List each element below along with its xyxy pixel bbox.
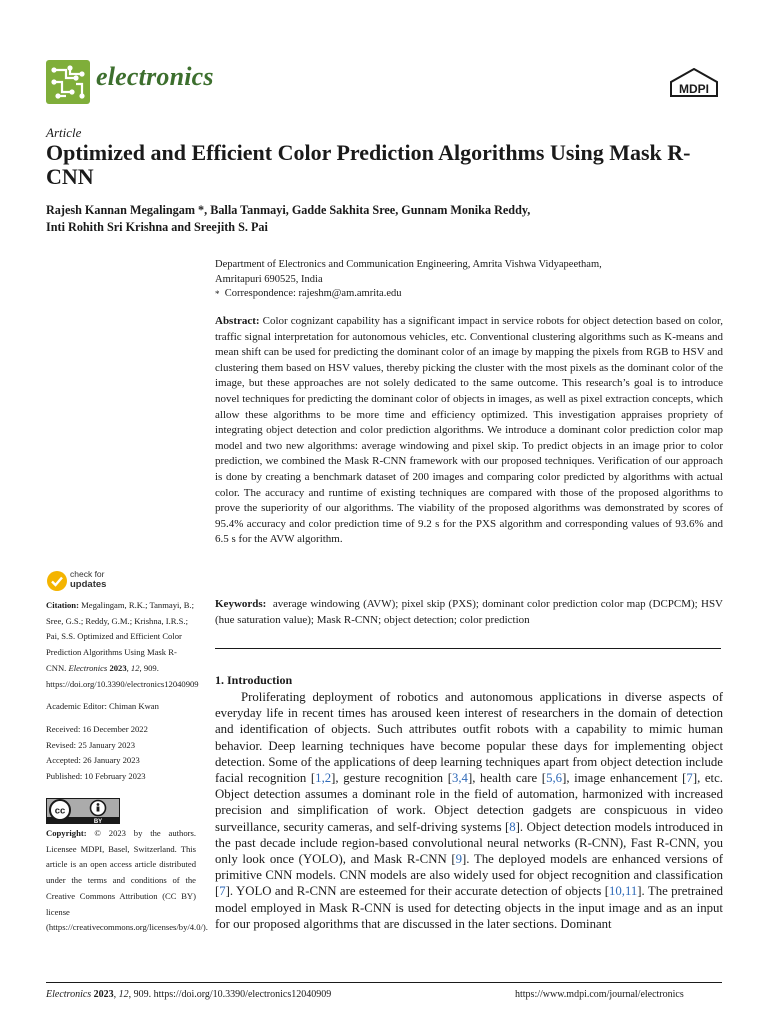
check-updates-line1: check for xyxy=(70,569,105,579)
affiliation xyxy=(215,258,685,302)
intro-text: ]. The pretrained model employed in Mask R-CNN is used for detecting objects in the input image and as an input for our proposed algorithms that are discussed in the later sections. Dominant xyxy=(215,884,723,931)
cc-label: BY xyxy=(93,819,103,824)
author-line-1: Rajesh Kannan Megalingam *, Balla Tanmayi, Gadde Sakhita Sree, Gunnam Monika Reddy, xyxy=(46,203,531,217)
section-heading: 1. Introduction xyxy=(215,673,293,687)
intro-text: ], health care [ xyxy=(467,771,547,786)
citation-volume: 12 xyxy=(130,662,140,673)
footer-divider xyxy=(46,982,722,983)
section-divider xyxy=(215,648,721,649)
academic-editor: Academic Editor: Chiman Kwan xyxy=(46,701,159,712)
intro-text: ], image enhancement [ xyxy=(562,771,687,786)
svg-text:cc: cc xyxy=(54,805,66,817)
keywords-label: Keywords: xyxy=(215,598,267,610)
footer-citation: Electronics 2023, 12, 909. https://doi.org/10.3390/electronics12040909 xyxy=(46,989,332,1000)
check-updates-label[interactable] xyxy=(70,570,106,589)
check-updates-icon[interactable] xyxy=(46,570,68,592)
reference-link[interactable]: 8 xyxy=(509,819,516,834)
journal-logo-icon xyxy=(46,60,90,104)
footer-year: 2023 xyxy=(93,989,114,1000)
intro-text: Proliferating deployment of robotics and autonomous applications in diverse aspects of everyday life in recent times has aroused keen interest of researchers in the domain of detection and identification of objects. Such attributes outfit robots with a capability to mimic human behavior. Deep learning techniques have become popular these days for implementing object detection. Some of the applications of deep learning techniques apart from object detection include facial recognition [ xyxy=(215,690,723,786)
abstract xyxy=(215,314,723,548)
citation-label: Citation: xyxy=(46,600,79,610)
abstract-label: Abstract: xyxy=(215,315,260,327)
citation-text: Megalingam, R.K.; Tanmayi, B.; Sree, G.S.; Reddy, G.M.; Krishna, I.R.S.; Pai, S.S. Optimized and Efficient Color Prediction Algorithms Using Mask R-CNN. xyxy=(46,600,194,673)
citation-doi[interactable]: , 909. https://doi.org/10.3390/electronics12040909 xyxy=(46,662,199,689)
footer-volume: 12 xyxy=(118,989,129,1000)
author-line-2: Inti Rohith Sri Krishna and Sreejith S. Pai xyxy=(46,220,268,234)
date-received: Received: 16 December 2022 xyxy=(46,723,148,734)
citation: Citation: Megalingam, R.K.; Tanmayi, B.; Sree, G.S.; Reddy, G.M.; Krishna, I.R.S.; Pai, S.S. Optimized and Efficient Color Prediction Algorithms Using Mask R-CNN. Electronics 2023, 12, 909. https://doi.org/10.3390/electronics12040909 xyxy=(46,600,199,689)
intro-text: ]. The deployed models are enhanced versions of primitive CNN models. CNN models are also widely used for object recognition and classification [ xyxy=(215,852,724,899)
reference-link[interactable]: 9 xyxy=(455,852,463,867)
intro-text: ], etc. Object detection assumes a dominant role in the field of automation, harmonized with increased precision and simplification of work. Object detection gadgets are conspicuous in video surveillance, security cameras, and self-driving systems [ xyxy=(215,771,723,834)
copyright xyxy=(46,826,208,936)
page-title: Optimized and Efficient Color Prediction Algorithms Using Mask R-CNN xyxy=(46,140,691,189)
correspondence-star: * xyxy=(215,289,220,299)
affiliation-line-2: Amritapuri 690525, India xyxy=(215,273,323,285)
correspondence-email[interactable]: Correspondence: rajeshm@am.amrita.edu xyxy=(224,288,402,299)
affiliation-line-1: Department of Electronics and Communication Engineering, Amrita Vishwa Vidyapeetham, xyxy=(215,259,602,270)
footer-journal-url[interactable]: https://www.mdpi.com/journal/electronics xyxy=(515,989,684,1000)
reference-link[interactable]: 5,6 xyxy=(546,771,563,786)
reference-link[interactable]: 7 xyxy=(219,884,226,899)
date-published: Published: 10 February 2023 xyxy=(46,771,146,782)
reference-link[interactable]: 10,11 xyxy=(608,884,638,899)
reference-link[interactable]: 1,2 xyxy=(315,771,332,786)
citation-journal: Electronics xyxy=(68,662,108,673)
reference-link[interactable]: 3,4 xyxy=(451,771,468,786)
introduction-paragraph xyxy=(215,689,723,932)
keywords-text: average windowing (AVW); pixel skip (PXS); dominant color prediction color map (DCPCM); HSV (hue saturation value); Mask R-CNN; object detection; color prediction xyxy=(215,598,724,626)
dates xyxy=(46,722,196,785)
author-list xyxy=(46,202,706,236)
cc-by-license-icon[interactable] xyxy=(46,798,120,824)
footer-doi[interactable]: , 909. https://doi.org/10.3390/electronics12040909 xyxy=(128,989,332,1000)
check-updates-line2: updates xyxy=(70,578,107,590)
intro-text: ]. Object detection models introduced in the past decade include region-based convolutional neural networks (R-CNN), Fast R-CNN, you only look once (YOLO), and Mask R-CNN [ xyxy=(215,819,723,867)
mdpi-logo-icon xyxy=(668,68,720,100)
intro-text: ]. YOLO and R-CNN are esteemed for their accurate detection of objects [ xyxy=(225,884,609,899)
reference-link[interactable]: 7 xyxy=(686,771,693,786)
keywords xyxy=(215,597,723,628)
date-revised: Revised: 25 January 2023 xyxy=(46,739,136,750)
citation-year: 2023 xyxy=(109,662,127,673)
journal-name: electronics xyxy=(96,62,214,91)
footer-journal: Electronics xyxy=(46,989,92,1000)
sidebar xyxy=(46,598,199,785)
mdpi-logo-text: MDPI xyxy=(679,82,709,96)
date-accepted: Accepted: 26 January 2023 xyxy=(46,755,140,766)
copyright-label: Copyright: xyxy=(46,828,87,838)
abstract-text: Color cognizant capability has a significant impact in service robots for object detection based on color, traffic signal interpretation for autonomous vehicles, etc. Conventional clustering algorithms such as K-means and mean shift can be used for predicting the dominant color of an image by mapping the pixels from RGB to HSV and clustering them based on HSV values, thereby picking the cluster with the most pixels as the dominant color of the image, but these approaches are not solely dedicated to the same outcome. This research’s goal is to introduce novel techniques for predicting the dominant color of objects in images, as well as pixel extraction concepts, which allow these algorithms to be more time and efficiency optimized. This investigation appraises propriety of integrating object detection and color prediction algorithms. We introduce a dominant color prediction color map model and two new algorithms: average windowing and pixel skip. To predict objects in an image prior to color prediction, we combined the Mask R-CNN framework with our proposed techniques. Verification of our approach is done by creating a benchmark dataset of 200 images and comparing color predicted by algorithms with actual color. The accuracy and runtime of existing techniques are compared with those of the proposed algorithms to prove the superiority of our algorithms. The viability of the proposed algorithms was demonstrated by scores of 95.4% accuracy and color prediction time of 9.2 s for the PXS algorithm and corresponding values of 93.6% and 6.5 s for the AVW algorithm. xyxy=(215,315,724,546)
intro-text: ], gesture recognition [ xyxy=(331,771,452,786)
correspondence xyxy=(215,287,685,302)
copyright-text: © 2023 by the authors. Licensee MDPI, Basel, Switzerland. This article is an open access article distributed under the terms and conditions of the Creative Commons Attribution (CC BY) license (https://creativecommons.org/licenses/by/4.0/). xyxy=(46,828,208,933)
article-type: Article xyxy=(46,125,82,140)
